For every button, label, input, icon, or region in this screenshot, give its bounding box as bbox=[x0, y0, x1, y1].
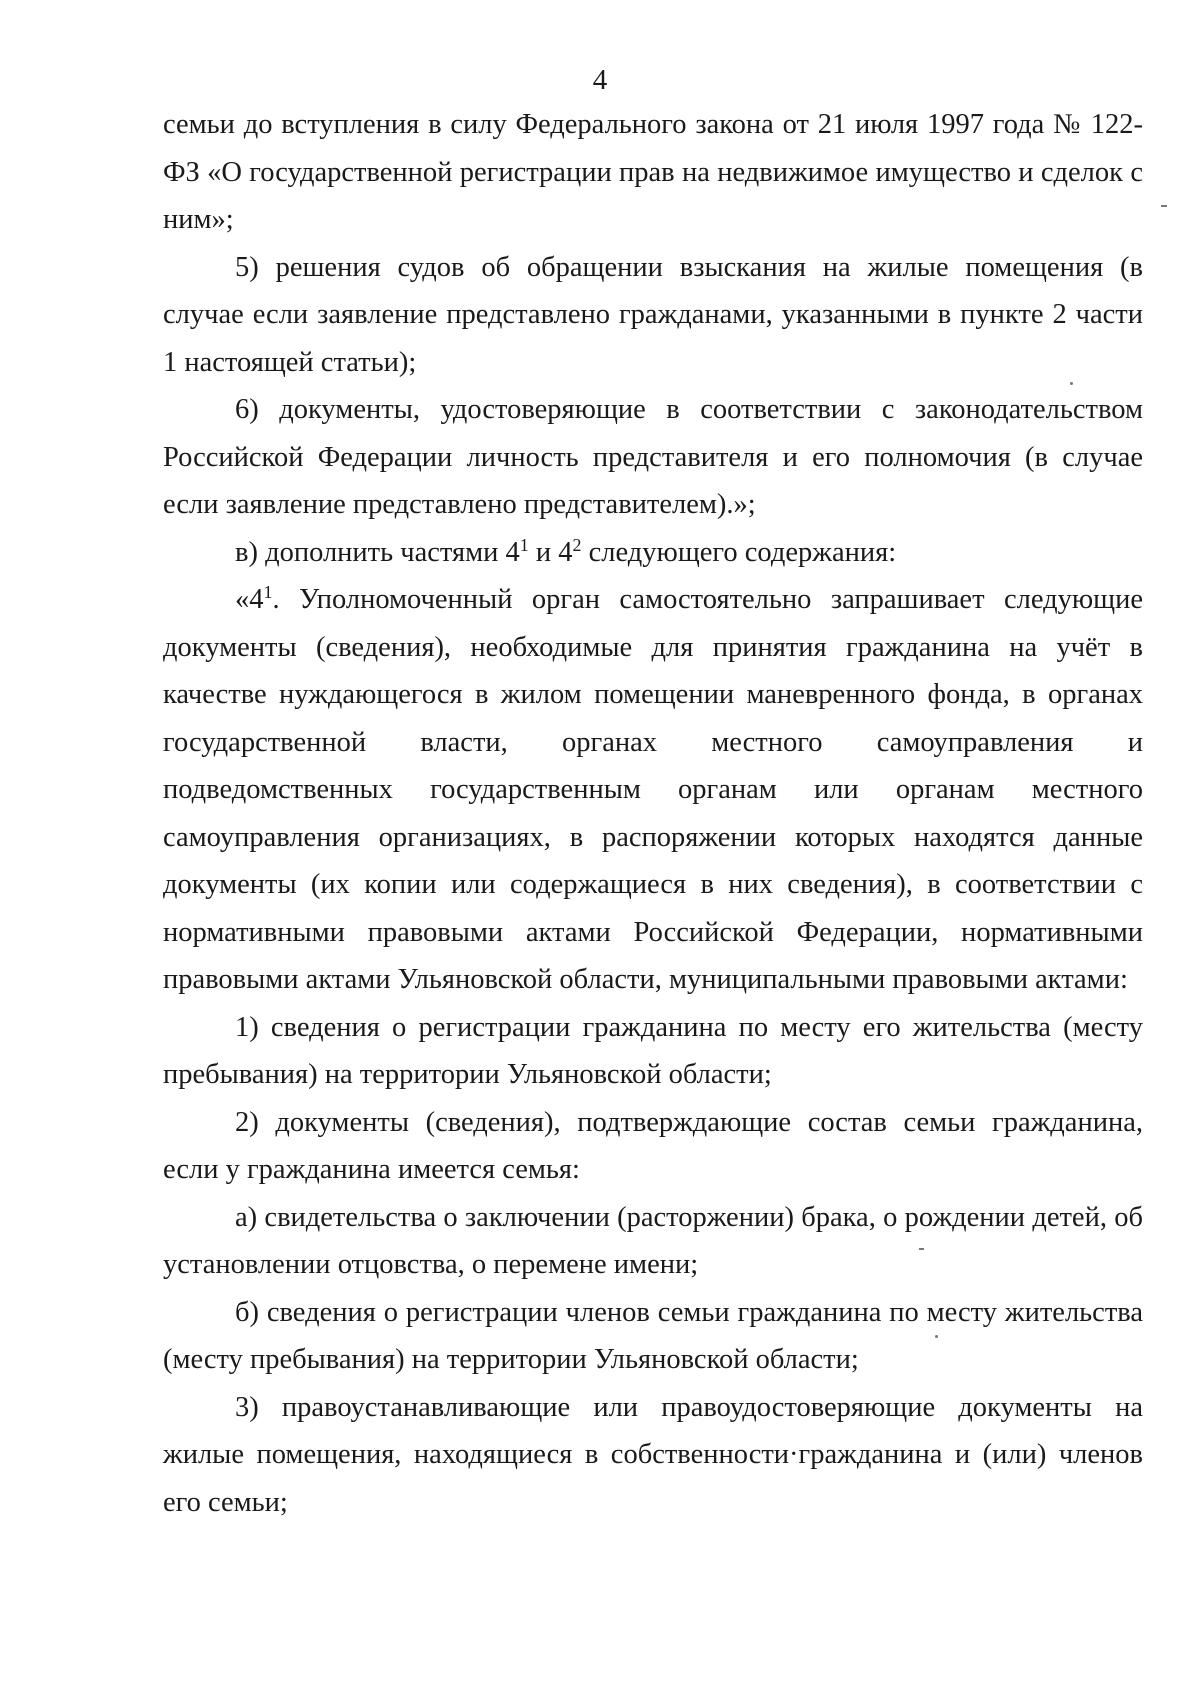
page-number: 4 bbox=[592, 64, 608, 96]
superscript-1: 1 bbox=[519, 534, 529, 555]
scan-speck bbox=[935, 1335, 938, 1338]
paragraph-item-1: 1) сведения о регистрации гражданина по месту его жительства (месту пребывания) на территории Ульяновской области; bbox=[163, 1011, 1143, 1090]
paragraph-continuation: семьи до вступления в силу Федерального закона от 21 июля 1997 года № 122-ФЗ «О государственной регистрации прав на недвижимое имущество и сделок с ним»; bbox=[163, 109, 1143, 235]
amendment-v-text-end: следующего содержания: bbox=[581, 536, 897, 568]
superscript-1: 1 bbox=[263, 582, 273, 603]
paragraph-item-5: 5) решения судов об обращении взыскания на жилые помещения (в случае если заявление представлено гражданами, указанными в пункте 2 части 1 настоящей статьи); bbox=[163, 251, 1143, 378]
part-4-1-text: . Уполномоченный орган самостоятельно запрашивает следующие документы (сведения), необходимые для принятия гражданина на учёт в качестве нуждающегося в жилом помещении маневренного фонда, в органах государственной власти, органах местного самоуправления и подведомственных государственным органам или органам местного самоуправления организациях, в распоряжении которых находятся данные документы (их копии или содержащиеся в них сведения), в соответствии с нормативными правовыми актами Российской Федерации, нормативными правовыми актами Ульяновской области, муниципальными правовыми актами: bbox=[163, 584, 1143, 995]
paragraph-item-6: 6) документы, удостоверяющие в соответствии с законодательством Российской Федерации личность представителя и его полномочия (в случае если заявление представлено представителем).»; bbox=[163, 394, 1143, 520]
paragraph-part-4-1 bbox=[163, 576, 1143, 1004]
paragraph-subitem-b: б) сведения о регистрации членов семьи гражданина по месту жительства (месту пребывания) на территории Ульяновской области; bbox=[163, 1296, 1143, 1375]
paragraph-subitem-a: а) свидетельства о заключении (расторжении) брака, о рождении детей, об установлении отцовства, о перемене имени; bbox=[163, 1201, 1143, 1280]
paragraph-item-3: 3) правоустанавливающие или правоудостоверяющие документы на жилые помещения, находящиеся в собственности·гражданина и (или) членов его семьи; bbox=[163, 1391, 1143, 1518]
paragraph-item-2: 2) документы (сведения), подтверждающие состав семьи гражданина, если у гражданина имеется семья: bbox=[163, 1106, 1143, 1185]
paragraph-amendment-v bbox=[163, 529, 1143, 577]
amendment-v-text-middle: и 4 bbox=[528, 536, 573, 568]
scan-speck bbox=[1161, 205, 1167, 207]
superscript-2: 2 bbox=[572, 534, 582, 555]
scan-speck bbox=[919, 1248, 924, 1250]
document-body bbox=[163, 101, 1143, 1526]
scan-speck bbox=[1070, 382, 1073, 385]
amendment-v-text-start: в) дополнить частями 4 bbox=[235, 536, 520, 568]
part-4-1-prefix: «4 bbox=[235, 584, 264, 615]
